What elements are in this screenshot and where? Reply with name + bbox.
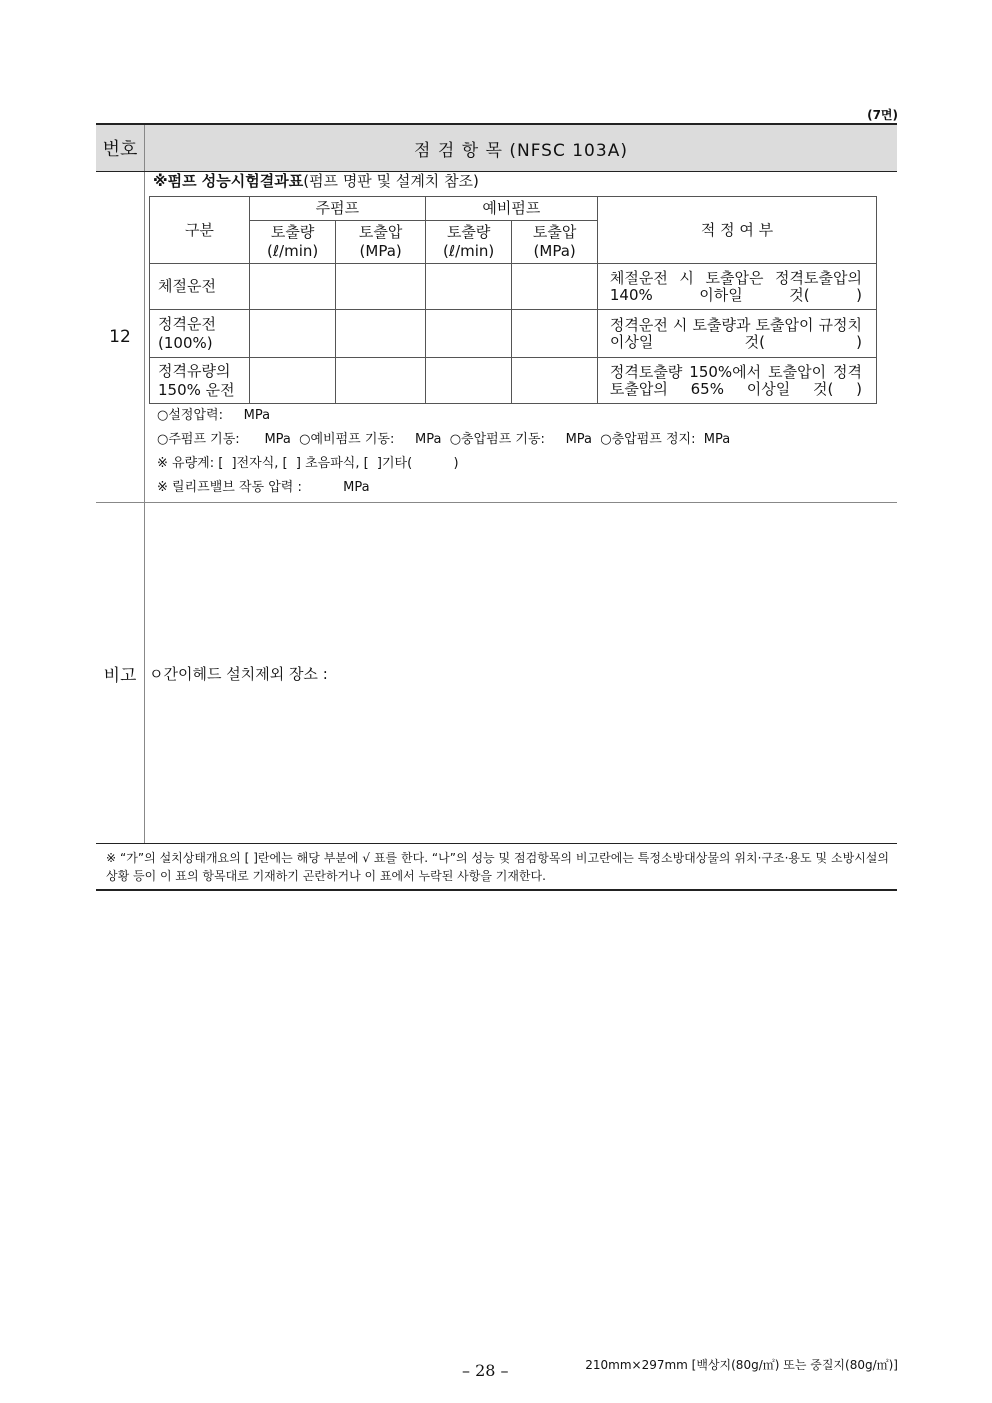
spare-pressure-header xyxy=(512,221,597,264)
header-number: 번호 xyxy=(96,124,145,172)
section-title-bold: ※펌프 성능시험결과표 xyxy=(153,172,304,190)
item-number: 12 xyxy=(96,172,145,503)
input-cell[interactable] xyxy=(512,264,597,310)
spare-flow-unit: (ℓ/min) xyxy=(443,242,495,260)
footnote xyxy=(96,849,897,891)
relief-valve-line: ※ 릴리프밸브 작동 압력 : MPa xyxy=(157,480,370,495)
footnote-text: ※ “가”의 설치상태개요의 [ ]란에는 해당 부분에 √ 표를 한다. “나”의 성능 및 점검항목의 비고란에는 특정소방대상물의 위치·구조·용도 및 소방시설의 상황 등이 이 표의 항목대로 기재하기 곤란하거나 이 표에서 누락된 사항을 기재한다. xyxy=(106,851,889,883)
main-pressure-header xyxy=(336,221,426,264)
remarks-content: ㅇ간이헤드 설치제외 장소 : xyxy=(145,503,898,844)
item-content xyxy=(145,172,898,503)
input-cell[interactable] xyxy=(336,310,426,358)
input-cell[interactable] xyxy=(249,310,335,358)
page-number: – 28 – xyxy=(462,1361,509,1380)
input-cell[interactable] xyxy=(512,310,597,358)
main-pressure-label: 토출압 xyxy=(358,223,403,241)
input-cell[interactable] xyxy=(249,358,335,404)
main-flow-label: 토출량 xyxy=(270,223,315,241)
main-pressure-unit: (MPa) xyxy=(359,242,402,260)
set-pressure-line: ○설정압력: MPa xyxy=(157,408,271,423)
row-label: 정격운전 (100%) xyxy=(150,310,250,358)
spare-pressure-unit: (MPa) xyxy=(533,242,576,260)
col-spare-pump: 예비펌프 xyxy=(425,197,597,221)
spare-flow-label: 토출량 xyxy=(446,223,491,241)
section-title-rest: (펌프 명판 및 설계치 참조) xyxy=(303,172,479,190)
flowmeter-line: ※ 유량계: [ ]전자식, [ ] 초음파식, [ ]기타( ) xyxy=(157,456,459,471)
paper-spec: 210mm×297mm [백상지(80g/㎡) 또는 중질지(80g/㎡)] xyxy=(585,1358,898,1372)
input-cell[interactable] xyxy=(512,358,597,404)
row-ok-criterion: 정격운전 시 토출량과 토출압이 규정치 이상일 것( ) xyxy=(597,310,876,358)
input-cell[interactable] xyxy=(336,264,426,310)
section-title xyxy=(153,172,897,190)
input-cell[interactable] xyxy=(249,264,335,310)
input-cell[interactable] xyxy=(336,358,426,404)
remarks-label: 비고 xyxy=(96,503,145,844)
row-ok-criterion: 정격토출량 150%에서 토출압이 정격토출압의 65% 이상일 것( ) xyxy=(597,358,876,404)
input-cell[interactable] xyxy=(425,264,511,310)
row-ok-criterion: 체절운전 시 토출압은 정격토출압의 140% 이하일 것( ) xyxy=(597,264,876,310)
pump-performance-table xyxy=(149,196,877,404)
input-cell[interactable] xyxy=(425,310,511,358)
col-ok: 적 정 여 부 xyxy=(597,197,876,264)
col-main-pump: 주펌프 xyxy=(249,197,425,221)
pump-start-line: ○주펌프 기동: MPa ○예비펌프 기동: MPa ○충압펌프 기동: MPa ○충압펌프 정지: MPa xyxy=(157,432,731,447)
input-cell[interactable] xyxy=(425,358,511,404)
header-item: 점 검 항 목 (NFSC 103A) xyxy=(145,124,898,172)
row-label: 정격유량의 150% 운전 xyxy=(150,358,250,404)
inspection-table xyxy=(96,123,897,844)
col-gubun: 구분 xyxy=(150,197,250,264)
main-flow-unit: (ℓ/min) xyxy=(266,242,319,260)
spare-pressure-label: 토출압 xyxy=(532,223,577,241)
spare-flow-header xyxy=(425,221,511,264)
row-label: 체절운전 xyxy=(150,264,250,310)
main-flow-header xyxy=(249,221,335,264)
page-label: (7면) xyxy=(867,108,898,122)
